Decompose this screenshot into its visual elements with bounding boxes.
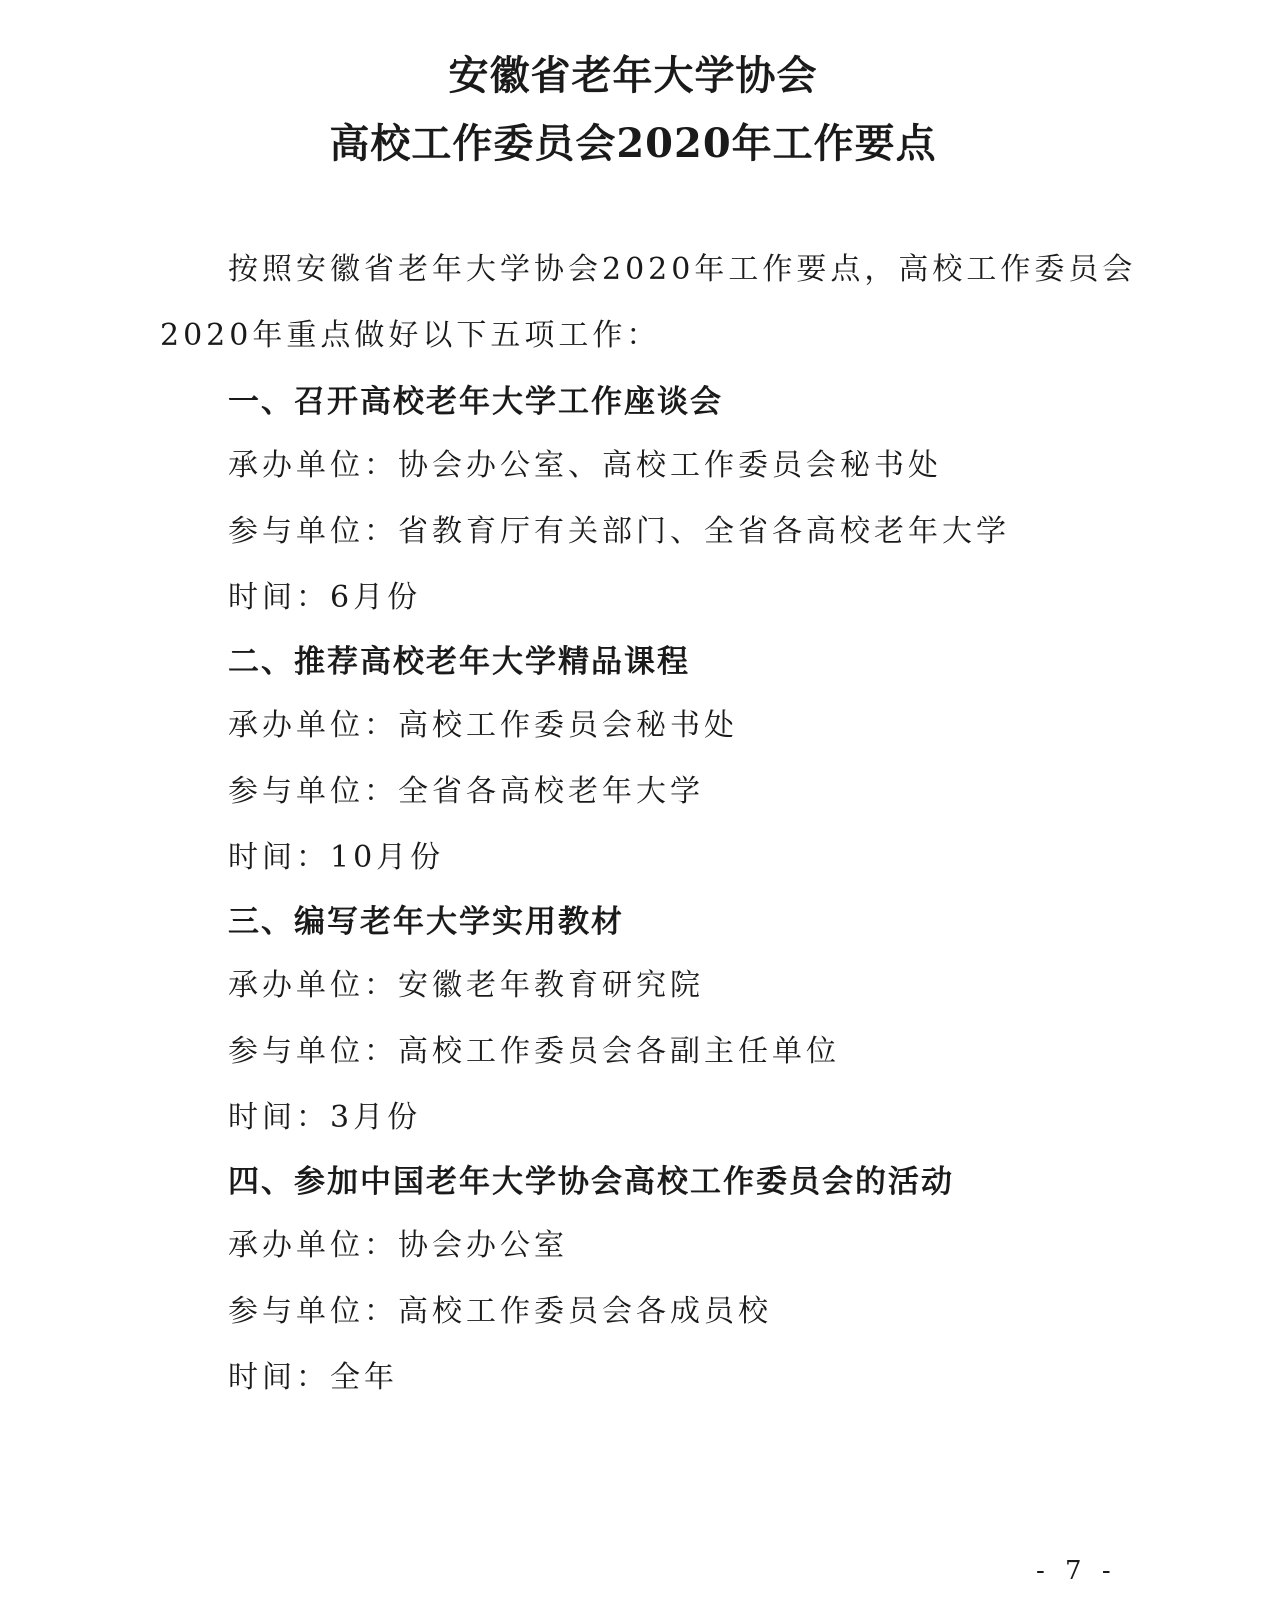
- intro-line-2: 2020年重点做好以下五项工作：: [160, 318, 661, 353]
- section-2-participants: 参与单位：全省各高校老年大学: [228, 774, 704, 809]
- section-2-time: 时间：10月份: [228, 840, 445, 875]
- section-1-host: 承办单位：协会办公室、高校工作委员会秘书处: [228, 448, 942, 483]
- section-3-heading: 三、编写老年大学实用教材: [228, 904, 624, 940]
- section-2-heading: 二、推荐高校老年大学精品课程: [228, 644, 690, 680]
- document-title-line-2: 高校工作委员会2020年工作要点: [329, 120, 937, 167]
- section-1-heading: 一、召开高校老年大学工作座谈会: [228, 384, 723, 420]
- section-2-host: 承办单位：高校工作委员会秘书处: [228, 708, 738, 743]
- section-1-time: 时间：6月份: [228, 580, 422, 615]
- section-4-participants: 参与单位：高校工作委员会各成员校: [228, 1294, 772, 1329]
- section-4-heading: 四、参加中国老年大学协会高校工作委员会的活动: [228, 1164, 954, 1200]
- document-title-line-1: 安徽省老年大学协会: [448, 52, 818, 99]
- intro-line-1: 按照安徽省老年大学协会2020年工作要点，高校工作委员会: [228, 252, 1137, 287]
- page-number: - 7 -: [1036, 1556, 1117, 1586]
- section-3-time: 时间：3月份: [228, 1100, 422, 1135]
- section-4-host: 承办单位：协会办公室: [228, 1228, 568, 1263]
- section-4-time: 时间：全年: [228, 1360, 398, 1395]
- section-1-participants: 参与单位：省教育厅有关部门、全省各高校老年大学: [228, 514, 1010, 549]
- section-3-participants: 参与单位：高校工作委员会各副主任单位: [228, 1034, 840, 1069]
- section-3-host: 承办单位：安徽老年教育研究院: [228, 968, 704, 1003]
